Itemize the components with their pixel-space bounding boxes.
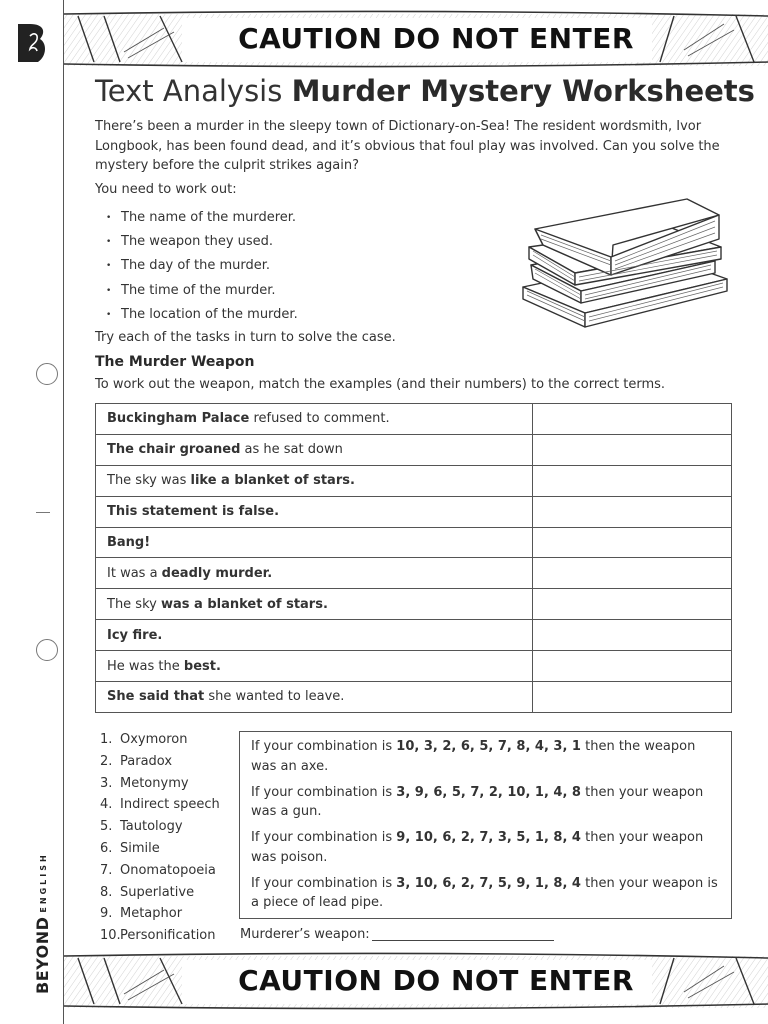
- example-bold: Buckingham Palace: [107, 411, 250, 427]
- term-number: 5.: [100, 819, 113, 835]
- weapon-instructions: To work out the weapon, match the examples (and their numbers) to the correct terms.: [95, 377, 666, 392]
- example-cell: [96, 682, 533, 713]
- combination-code: 9, 10, 6, 2, 7, 3, 5, 1, 8, 4: [396, 830, 581, 845]
- example-cell: [96, 589, 533, 620]
- term-label: Oxymoron: [120, 732, 188, 747]
- example-cell: [96, 434, 533, 465]
- task-item: • The location of the murder.: [106, 306, 298, 330]
- table-row: [96, 527, 732, 558]
- combination-rule: [251, 874, 720, 913]
- example-text: as he sat down: [240, 442, 343, 458]
- example-cell: [96, 465, 533, 496]
- answer-cell[interactable]: [533, 589, 732, 620]
- task-item: • The time of the murder.: [106, 282, 298, 306]
- combination-rule: [251, 783, 720, 822]
- title-light: Text Analysis: [95, 74, 283, 108]
- terms-list: [100, 731, 220, 949]
- task-item: • The day of the murder.: [106, 257, 298, 281]
- term-label: Simile: [120, 840, 160, 856]
- example-bold: like a blanket of stars.: [190, 473, 355, 489]
- caution-text-bottom: CAUTION DO NOT ENTER: [238, 964, 634, 997]
- need-label: You need to work out:: [95, 182, 237, 197]
- term-label: Metonymy: [120, 775, 189, 791]
- answer-cell[interactable]: [533, 651, 732, 682]
- term-item: [100, 840, 220, 862]
- combination-pre: If your combination is: [251, 784, 397, 800]
- example-bold: deadly murder.: [161, 565, 273, 581]
- combination-post: then your weapon was a gun.: [251, 784, 704, 819]
- examples-table: [95, 403, 732, 713]
- task-list: [106, 209, 298, 330]
- example-bold: was a blanket of stars.: [160, 596, 328, 612]
- book-stack-illustration: [515, 195, 735, 350]
- combination-post: then your weapon was poison.: [251, 830, 704, 865]
- combination-code: 3, 9, 6, 5, 7, 2, 10, 1, 4, 8: [396, 784, 581, 800]
- punch-hole: [36, 363, 58, 385]
- brand-wordmark: [33, 852, 52, 994]
- example-bold: The chair groaned: [107, 442, 241, 458]
- page-title: [95, 74, 755, 108]
- term-item: [100, 818, 220, 840]
- table-row: [96, 404, 732, 435]
- answer-line[interactable]: [372, 928, 554, 941]
- term-item: [100, 862, 220, 884]
- table-row: [96, 434, 732, 465]
- murderer-label: Murderer’s weapon:: [240, 927, 370, 942]
- term-number: 3.: [100, 775, 113, 791]
- term-label: Personification: [120, 928, 216, 944]
- answer-cell[interactable]: [533, 527, 732, 558]
- example-bold: This statement is false.: [107, 504, 280, 520]
- example-cell: [96, 651, 533, 682]
- example-cell: [96, 558, 533, 589]
- combination-rule: [251, 828, 720, 867]
- combinations-box: [239, 731, 732, 919]
- combination-pre: If your combination is: [251, 830, 397, 845]
- example-text: The sky: [107, 596, 161, 612]
- term-number: 2.: [100, 753, 113, 769]
- term-label: Metaphor: [120, 906, 183, 922]
- answer-cell[interactable]: [533, 620, 732, 651]
- example-text: she wanted to leave.: [204, 689, 345, 705]
- beyond-logo-icon: [16, 22, 48, 64]
- caution-tape-top: [64, 10, 768, 70]
- combination-rule: [251, 737, 720, 776]
- example-bold: She said that: [107, 689, 205, 705]
- table-row: [96, 496, 732, 527]
- murderer-weapon-line: [240, 927, 554, 942]
- answer-cell[interactable]: [533, 465, 732, 496]
- term-item: [100, 731, 220, 753]
- combination-pre: If your combination is: [251, 739, 397, 754]
- term-item: [100, 753, 220, 775]
- term-number: 8.: [100, 884, 113, 900]
- table-row: [96, 589, 732, 620]
- term-number: 9.: [100, 906, 113, 922]
- answer-cell[interactable]: [533, 404, 732, 435]
- example-bold: Bang!: [107, 535, 151, 550]
- example-bold: best.: [183, 658, 221, 674]
- term-label: Paradox: [120, 753, 173, 769]
- example-cell: [96, 404, 533, 435]
- title-bold: Murder Mystery Worksheets: [291, 74, 755, 108]
- answer-cell[interactable]: [533, 496, 732, 527]
- term-item: [100, 796, 220, 818]
- brand-sub: ENGLISH: [39, 852, 48, 913]
- answer-cell[interactable]: [533, 434, 732, 465]
- term-number: 4.: [100, 797, 113, 813]
- term-label: Tautology: [120, 819, 183, 835]
- example-text: refused to comment.: [249, 411, 390, 427]
- combination-post: then the weapon was an axe.: [251, 739, 696, 774]
- caution-tape-bottom: [64, 952, 768, 1012]
- term-item: [100, 884, 220, 906]
- term-label: Superlative: [120, 884, 195, 900]
- term-label: Onomatopoeia: [120, 862, 216, 878]
- term-number: 1.: [100, 732, 113, 747]
- fold-mark: [36, 512, 50, 513]
- example-text: It was a: [107, 565, 162, 581]
- combination-code: 3, 10, 6, 2, 7, 5, 9, 1, 8, 4: [396, 875, 581, 891]
- combination-pre: If your combination is: [251, 875, 397, 891]
- combination-code: 10, 3, 2, 6, 5, 7, 8, 4, 3, 1: [396, 739, 581, 754]
- answer-cell[interactable]: [533, 558, 732, 589]
- brand-name: BEYOND: [33, 916, 52, 994]
- task-item: • The weapon they used.: [106, 233, 298, 257]
- term-number: 6.: [100, 840, 113, 856]
- table-row: [96, 620, 732, 651]
- term-label: Indirect speech: [120, 797, 220, 813]
- term-item: [100, 775, 220, 797]
- table-row: [96, 682, 732, 713]
- weapon-heading: The Murder Weapon: [95, 354, 255, 370]
- left-margin: [0, 0, 64, 1024]
- table-row: [96, 558, 732, 589]
- try-text: Try each of the tasks in turn to solve the case.: [95, 330, 396, 345]
- term-item: [100, 905, 220, 927]
- punch-hole: [36, 639, 58, 661]
- combination-post: then your weapon is a piece of lead pipe.: [251, 875, 718, 910]
- example-cell: [96, 496, 533, 527]
- intro-paragraph: There’s been a murder in the sleepy town of Dictionary-on-Sea! The resident wordsmith, Ivor Longbook, has been found dead, and it’s obvious that foul play was involved. Can you solve the mystery before the culprit strikes again?: [95, 119, 720, 173]
- answer-cell[interactable]: [533, 682, 732, 713]
- example-cell: [96, 620, 533, 651]
- example-text: The sky was: [107, 473, 191, 489]
- table-row: [96, 651, 732, 682]
- task-item: • The name of the murderer.: [106, 209, 298, 233]
- caution-text-top: CAUTION DO NOT ENTER: [238, 22, 634, 55]
- example-bold: Icy fire.: [107, 627, 163, 643]
- example-cell: [96, 527, 533, 558]
- example-text: He was the: [107, 658, 184, 674]
- term-number: 10.: [100, 928, 121, 944]
- term-item: [100, 927, 220, 949]
- table-row: [96, 465, 732, 496]
- term-number: 7.: [100, 862, 113, 878]
